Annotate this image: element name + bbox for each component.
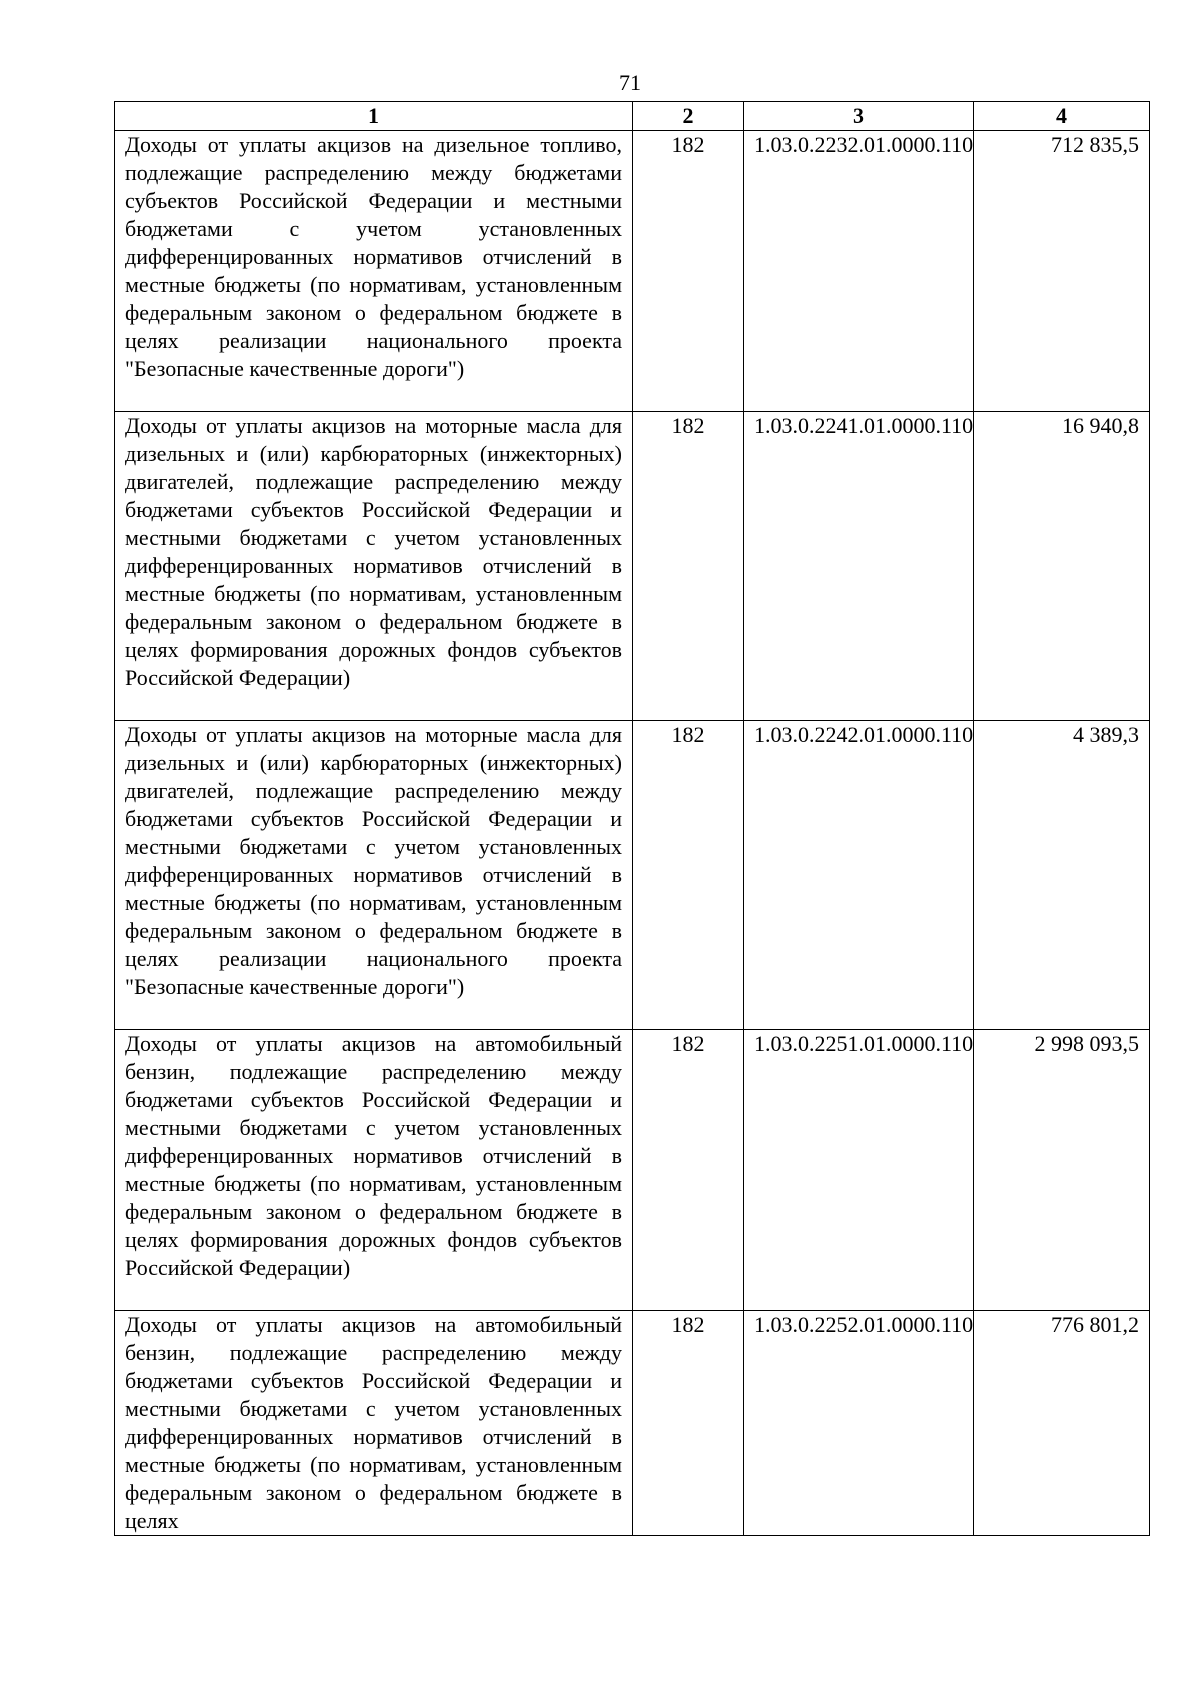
administrator-code-cell: 182 xyxy=(633,1030,744,1311)
header-col-4: 4 xyxy=(974,102,1150,131)
amount-cell: 4 389,3 xyxy=(974,721,1150,1030)
table-body xyxy=(115,131,1150,1536)
table-row xyxy=(115,1030,1150,1311)
amount-cell: 2 998 093,5 xyxy=(974,1030,1150,1311)
page-number: 71 xyxy=(619,70,641,95)
classification-code-cell: 1.03.0.2252.01.0000.110 xyxy=(744,1311,974,1536)
classification-code-cell: 1.03.0.2241.01.0000.110 xyxy=(744,412,974,721)
classification-code-cell: 1.03.0.2232.01.0000.110 xyxy=(744,131,974,412)
revenue-name-cell: Доходы от уплаты акцизов на моторные масла для дизельных и (или) карбюраторных (инжекторных) двигателей, подлежащие распределению между бюджетами субъектов Российской Федерации и местными бюджетами с учетом установленных дифференцированных нормативов отчислений в местные бюджеты (по нормативам, установленным федеральным законом о федеральном бюджете в целях реализации национального проекта "Безопасные качественные дороги") xyxy=(115,721,633,1030)
revenue-table xyxy=(114,101,1150,1536)
amount-cell: 712 835,5 xyxy=(974,131,1150,412)
table-row xyxy=(115,1311,1150,1536)
amount-cell: 776 801,2 xyxy=(974,1311,1150,1536)
administrator-code-cell: 182 xyxy=(633,721,744,1030)
classification-code-cell: 1.03.0.2251.01.0000.110 xyxy=(744,1030,974,1311)
revenue-name-cell: Доходы от уплаты акцизов на автомобильный бензин, подлежащие распределению между бюджетами субъектов Российской Федерации и местными бюджетами с учетом установленных дифференцированных нормативов отчислений в местные бюджеты (по нормативам, установленным федеральным законом о федеральном бюджете в целях формирования дорожных фондов субъектов Российской Федерации) xyxy=(115,1030,633,1311)
administrator-code-cell: 182 xyxy=(633,412,744,721)
revenue-name-cell: Доходы от уплаты акцизов на автомобильный бензин, подлежащие распределению между бюджетами субъектов Российской Федерации и местными бюджетами с учетом установленных дифференцированных нормативов отчислений в местные бюджеты (по нормативам, установленным федеральным законом о федеральном бюджете в целях xyxy=(115,1311,633,1536)
administrator-code-cell: 182 xyxy=(633,131,744,412)
header-row xyxy=(115,102,1150,131)
revenue-name-cell: Доходы от уплаты акцизов на дизельное топливо, подлежащие распределению между бюджетами субъектов Российской Федерации и местными бюджетами с учетом установленных дифференцированных нормативов отчислений в местные бюджеты (по нормативам, установленным федеральным законом о федеральном бюджете в целях реализации национального проекта "Безопасные качественные дороги") xyxy=(115,131,633,412)
table-row xyxy=(115,412,1150,721)
table-row xyxy=(115,721,1150,1030)
revenue-name-cell: Доходы от уплаты акцизов на моторные масла для дизельных и (или) карбюраторных (инжекторных) двигателей, подлежащие распределению между бюджетами субъектов Российской Федерации и местными бюджетами с учетом установленных дифференцированных нормативов отчислений в местные бюджеты (по нормативам, установленным федеральным законом о федеральном бюджете в целях формирования дорожных фондов субъектов Российской Федерации) xyxy=(115,412,633,721)
amount-cell: 16 940,8 xyxy=(974,412,1150,721)
header-col-2: 2 xyxy=(633,102,744,131)
classification-code-cell: 1.03.0.2242.01.0000.110 xyxy=(744,721,974,1030)
table-row xyxy=(115,131,1150,412)
administrator-code-cell: 182 xyxy=(633,1311,744,1536)
header-col-1: 1 xyxy=(115,102,633,131)
header-col-3: 3 xyxy=(744,102,974,131)
table-header xyxy=(115,102,1150,131)
